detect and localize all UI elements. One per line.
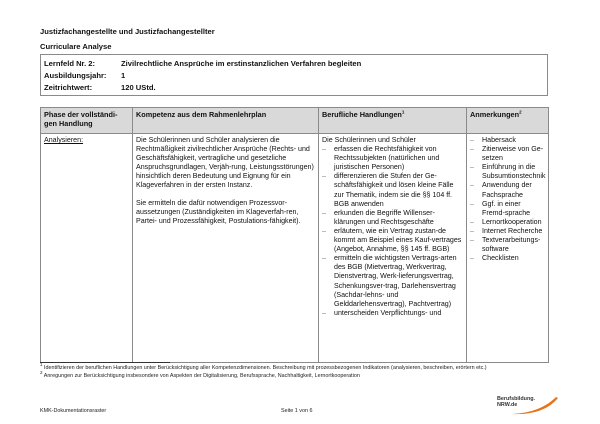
list-item-text: differenzieren die Stufen der Ge-schäftsfähigkeit und lösen kleine Fälle zur Thematik, indem sie die §§ 104 ff. BGB anwenden (334, 172, 454, 208)
footnote-text: Identifizieren der beruflichen Handlungen unter Berücksichtigung aller Kompetenzdimensionen. Beschreibung mit prozessbezogenen Indikatoren (analysieren, beschreiben, erörtern etc.) (44, 365, 487, 371)
footnote-ref: 2 (519, 109, 522, 115)
list-item-text: Lernortkooperation (482, 217, 542, 226)
table-header-row (41, 108, 549, 134)
list-item (470, 145, 545, 163)
list-item-text: Zitierweise von Ge-setzen (482, 145, 544, 163)
anmerkungen-list (470, 136, 545, 263)
dash-icon: – (470, 136, 474, 144)
handlungen-intro: Die Schülerinnen und Schüler (322, 136, 416, 144)
footnote-1 (40, 362, 550, 372)
list-item-text: unterscheiden Verpflichtungs- und (334, 308, 442, 317)
dash-icon: – (470, 199, 474, 208)
list-item (470, 254, 545, 263)
list-item (470, 218, 545, 227)
dash-icon: – (322, 145, 326, 154)
info-label: Ausbildungsjahr: (44, 71, 107, 80)
footer-document-type: KMK-Dokumentationsraster (40, 408, 107, 414)
dash-icon: – (470, 145, 474, 154)
logo-swoosh-icon (494, 395, 564, 415)
list-item (322, 309, 463, 318)
list-item (470, 236, 545, 254)
header-kompetenz: Kompetenz aus dem Rahmenlehrplan (133, 108, 319, 134)
page-number: Seite 1 von 6 (281, 408, 313, 414)
cell-anmerkungen (467, 134, 549, 363)
cell-kompetenz (133, 134, 319, 363)
dash-icon: – (322, 208, 326, 217)
header-phase: Phase der vollständi-gen Handlung (41, 108, 133, 134)
footnote-divider (40, 362, 170, 363)
dash-icon: – (322, 308, 326, 317)
dash-icon: – (470, 217, 474, 226)
list-item (470, 136, 545, 145)
list-item (322, 172, 463, 208)
kompetenz-paragraph: Sie ermitteln die dafür notwendigen Prozessvor-aussetzungen (Zuständigkeiten im Klageverfah-ren, Partei- und Prozessfähigkeit, Postulations-fähigkeit). (136, 198, 301, 225)
list-item (322, 254, 463, 309)
dash-icon: – (470, 254, 474, 263)
list-item-text: erkunden die Begriffe Willenser-klärungen und Rechtsgeschäfte (334, 208, 435, 226)
table-row (41, 134, 549, 363)
list-item (470, 200, 545, 218)
footnote-ref: 1 (401, 109, 405, 115)
footnote-number: 1 (40, 362, 43, 368)
header-anmerkungen (467, 108, 549, 134)
kompetenz-paragraph: Die Schülerinnen und Schüler analysieren die Rechtmäßigkeit zivilrechtlicher Ansprüche (Rechts- und Geschäftsfähigkeit, vertragliche und gesetzliche Anspruchsgrundlagen, Verjäh-rung, Leistungsstörungen) hinsichtlich deren Bedeutung und Eignung für ein Klageverfahren in der ersten Instanz. (136, 136, 314, 190)
phase-label: Analysieren: (44, 136, 84, 144)
list-item (470, 227, 545, 236)
list-item-text: erfassen die Rechtsfähigkeit von Rechtssubjekten (natürlichen und juristischen Personen) (334, 145, 440, 172)
list-item-text: erläutern, wie ein Vertrag zustan-de kommt am Beispiel eines Kauf-vertrages (Angebot, Annahme, §§ 145 ff. BGB) (334, 226, 462, 254)
header-handlungen (319, 108, 467, 134)
list-item (322, 227, 463, 254)
list-item-text: Habersack (482, 136, 516, 144)
list-item (470, 181, 545, 199)
dash-icon: – (470, 236, 474, 245)
document-subtitle: Curriculare Analyse (40, 42, 112, 51)
list-item (322, 145, 463, 172)
header-handlungen-label: Berufliche Handlungen (322, 110, 402, 119)
logo-line-1: Berufsbildung. (497, 396, 536, 402)
dash-icon: – (322, 172, 326, 181)
cell-phase (41, 134, 133, 363)
dash-icon: – (470, 163, 474, 172)
footnote-text: Anregungen zur Berücksichtigung insbesondere von Aspekten der Digitalisierung, Berufssprache, Nachhaltigkeit, Lernortkooperation (43, 372, 360, 379)
footnotes (40, 362, 550, 381)
info-value: 120 UStd. (121, 83, 156, 92)
analysis-table (40, 107, 549, 363)
dash-icon: – (470, 226, 474, 235)
info-label: Lernfeld Nr. 2: (44, 59, 96, 68)
footnote-2 (40, 370, 550, 380)
header-anmerkungen-label: Anmerkungen (470, 110, 520, 119)
document-title: Justizfachangestellte und Justizfachangestellter (40, 27, 215, 36)
list-item-text: Anwendung der Fachsprache (482, 181, 532, 199)
cell-handlungen (319, 134, 467, 363)
list-item-text: Internet Recherche (482, 226, 543, 235)
list-item-text: Einführung in die Subsumtionstechnik (482, 163, 546, 181)
footnote-number: 2 (40, 370, 43, 375)
logo-line-2: NRW.de (497, 402, 518, 408)
dash-icon: – (470, 181, 474, 190)
lernfeld-info-box (40, 54, 548, 96)
dash-icon: – (322, 226, 326, 235)
info-value: Zivilrechtliche Ansprüche im erstinstanzlichen Verfahren begleiten (121, 59, 362, 68)
list-item-text: Textverarbeitungs-software (482, 236, 541, 254)
info-label: Zeitrichtwert: (44, 83, 93, 92)
handlungen-list (322, 145, 463, 318)
list-item (322, 209, 463, 227)
list-item-text: Ggf. in einer Fremd-sprache (482, 199, 531, 217)
berufsbildung-nrw-logo (494, 395, 564, 415)
list-item (470, 163, 545, 181)
dash-icon: – (322, 254, 326, 263)
list-item-text: ermitteln die wichtigsten Vertrags-arten des BGB (Mietvertrag, Werkvertrag, Dienstvertrag, Werk-lieferungsvertrag, Schenkungsver-trag, Darlehensvertrag (Sachdar-lehns- und Gelddarlehensvertrag), Pachtvertrag) (334, 254, 457, 308)
list-item-text: Checklisten (482, 254, 519, 263)
info-value: 1 (121, 71, 126, 80)
